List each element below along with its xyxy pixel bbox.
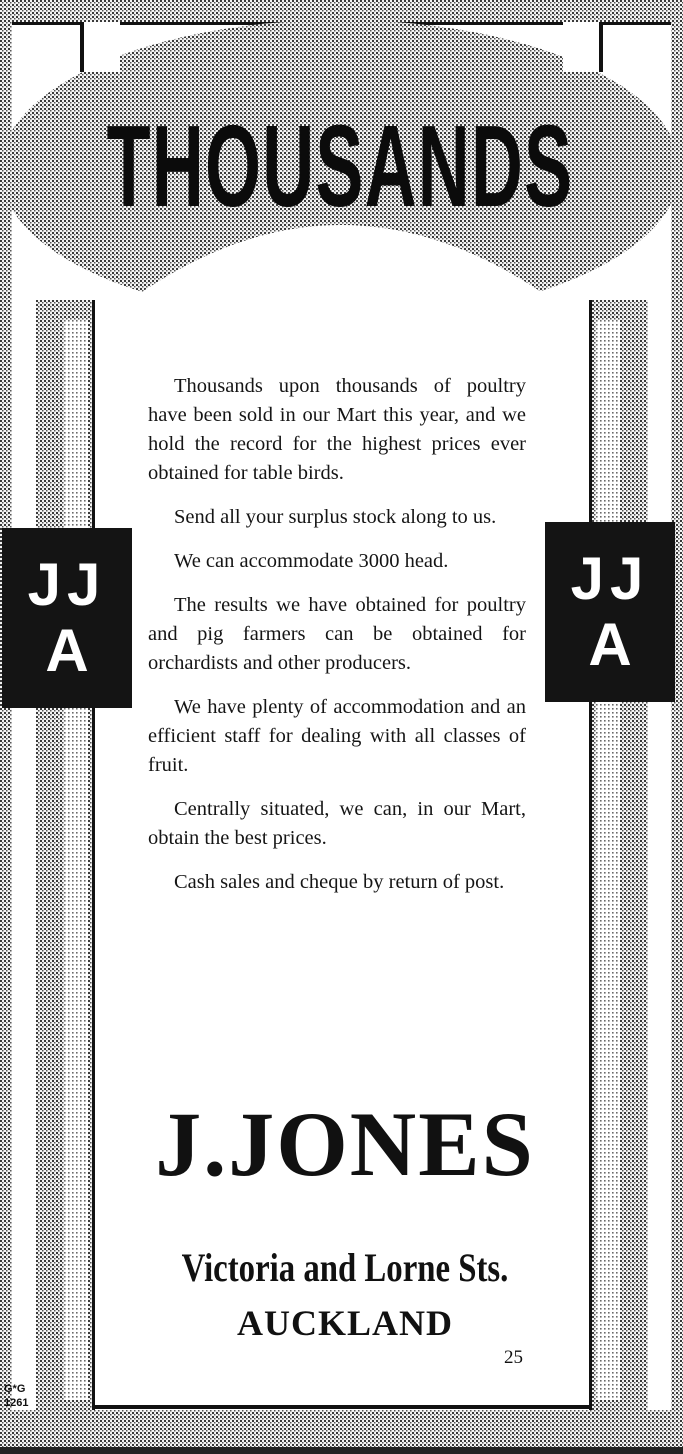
paragraph: We can accommodate 3000 head.: [174, 550, 449, 572]
reference-code: [4, 1382, 28, 1410]
firm-name: J.JONES: [155, 1093, 535, 1195]
headline: THOUSANDS: [106, 101, 574, 231]
monogram-badge-icon: [545, 522, 675, 702]
paragraph: We have plenty of accommodation and an efficient staff for dealing with all classes of fruit.: [148, 696, 526, 776]
paragraph: Centrally situated, we can, in our Mart, obtain the best prices.: [148, 798, 526, 849]
badge-initials-bottom: A: [588, 611, 632, 678]
body-copy: [148, 372, 526, 912]
paragraph: Thousands upon thousands of poultry have been sold in our Mart this year, and we hold the record for the highest prices ever obtained for table birds.: [148, 375, 526, 484]
badge-initials-top: JJ: [570, 545, 650, 612]
ad-number: 25: [504, 1347, 523, 1368]
reference-code-line: G*G: [4, 1383, 26, 1395]
city: AUCKLAND: [236, 1303, 453, 1343]
paragraph: Cash sales and cheque by return of post.: [174, 871, 505, 893]
paragraph: Send all your surplus stock along to us.: [174, 506, 497, 528]
monogram-badge-icon: [2, 528, 132, 708]
street-address: Victoria and Lorne Sts.: [181, 1245, 509, 1290]
badge-initials-bottom: A: [45, 617, 89, 684]
reference-code-line: 1261: [4, 1397, 29, 1409]
paragraph: The results we have obtained for poultry and pig farmers can be obtained for orchardists and other producers.: [148, 594, 526, 674]
badge-initials-top: JJ: [27, 551, 107, 618]
